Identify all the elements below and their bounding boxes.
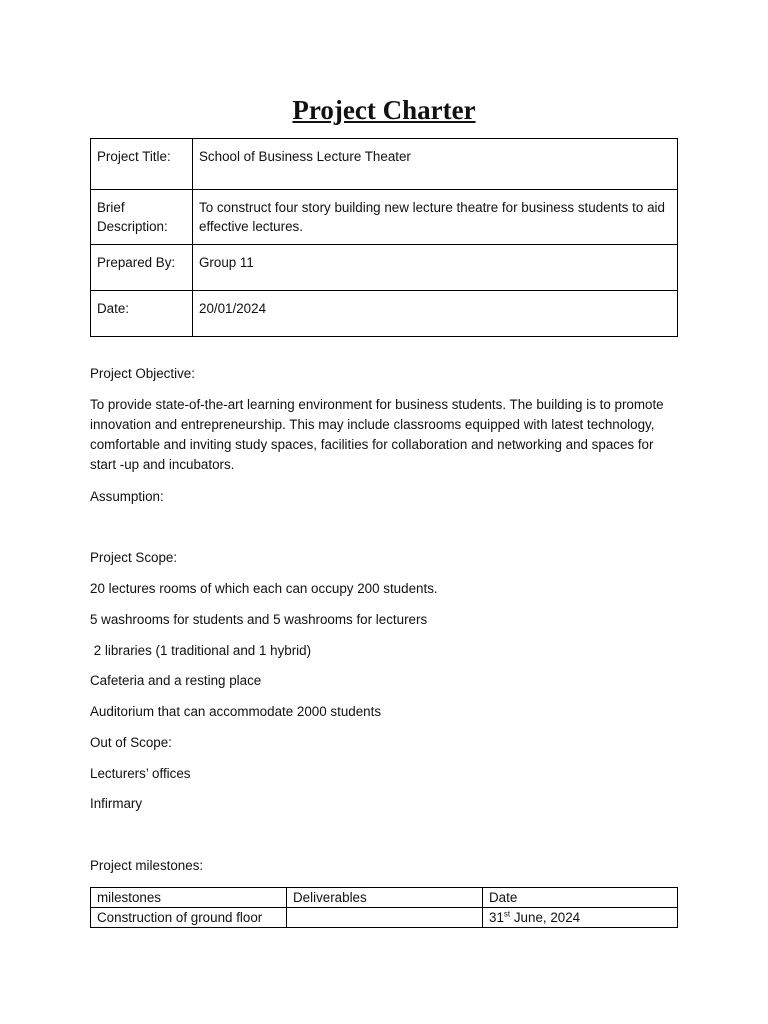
date-value: 20/01/2024 xyxy=(193,291,678,337)
milestones-table xyxy=(90,887,678,928)
table-row xyxy=(91,139,678,190)
prepared-by-label: Prepared By: xyxy=(91,245,193,291)
objective-text: To provide state-of-the-art learning environment for business students. The building is to promote innovation and entrepreneurship. This may include classrooms equipped with latest technology, comfortable and inviting study spaces, facilities for collaboration and networking and spaces for start -up and incubators. xyxy=(90,397,664,472)
project-info-table xyxy=(90,138,678,337)
milestone-cell: Construction of ground floor xyxy=(91,908,287,928)
prepared-by-value: Group 11 xyxy=(193,245,678,291)
milestones-heading: Project milestones: xyxy=(90,858,204,873)
deliverables-header: Deliverables xyxy=(287,888,483,908)
table-row xyxy=(91,908,678,928)
out-of-scope-heading: Out of Scope: xyxy=(90,735,172,750)
scope-heading: Project Scope: xyxy=(90,550,178,565)
date-label: Date: xyxy=(91,291,193,337)
milestone-date-cell xyxy=(483,908,678,928)
date-ordinal-suffix: st xyxy=(503,909,511,919)
table-row xyxy=(91,245,678,291)
brief-description-value: To construct four story building new lecture theatre for business students to aid effective lectures. xyxy=(193,190,678,245)
date-day: 31 xyxy=(489,910,504,925)
table-row xyxy=(91,190,678,245)
table-header-row xyxy=(91,888,678,908)
scope-item: 5 washrooms for students and 5 washrooms for lecturers xyxy=(90,612,428,627)
page-title: Project Charter xyxy=(292,95,476,125)
objective-heading: Project Objective: xyxy=(90,366,195,381)
scope-item: 2 libraries (1 traditional and 1 hybrid) xyxy=(90,643,312,658)
out-of-scope-item: Lecturers’ offices xyxy=(90,766,191,781)
scope-item: Auditorium that can accommodate 2000 students xyxy=(90,704,382,719)
brief-description-label: Brief Description: xyxy=(91,190,193,245)
project-title-label: Project Title: xyxy=(91,139,193,190)
table-row xyxy=(91,291,678,337)
date-header: Date xyxy=(483,888,678,908)
scope-item: 20 lectures rooms of which each can occupy 200 students. xyxy=(90,581,438,596)
deliverables-cell xyxy=(287,908,483,928)
scope-item: Cafeteria and a resting place xyxy=(90,673,262,688)
out-of-scope-item: Infirmary xyxy=(90,796,143,811)
milestones-header: milestones xyxy=(91,888,287,908)
project-title-value: School of Business Lecture Theater xyxy=(193,139,678,190)
date-rest: June, 2024 xyxy=(510,910,581,925)
assumption-heading: Assumption: xyxy=(90,489,164,504)
